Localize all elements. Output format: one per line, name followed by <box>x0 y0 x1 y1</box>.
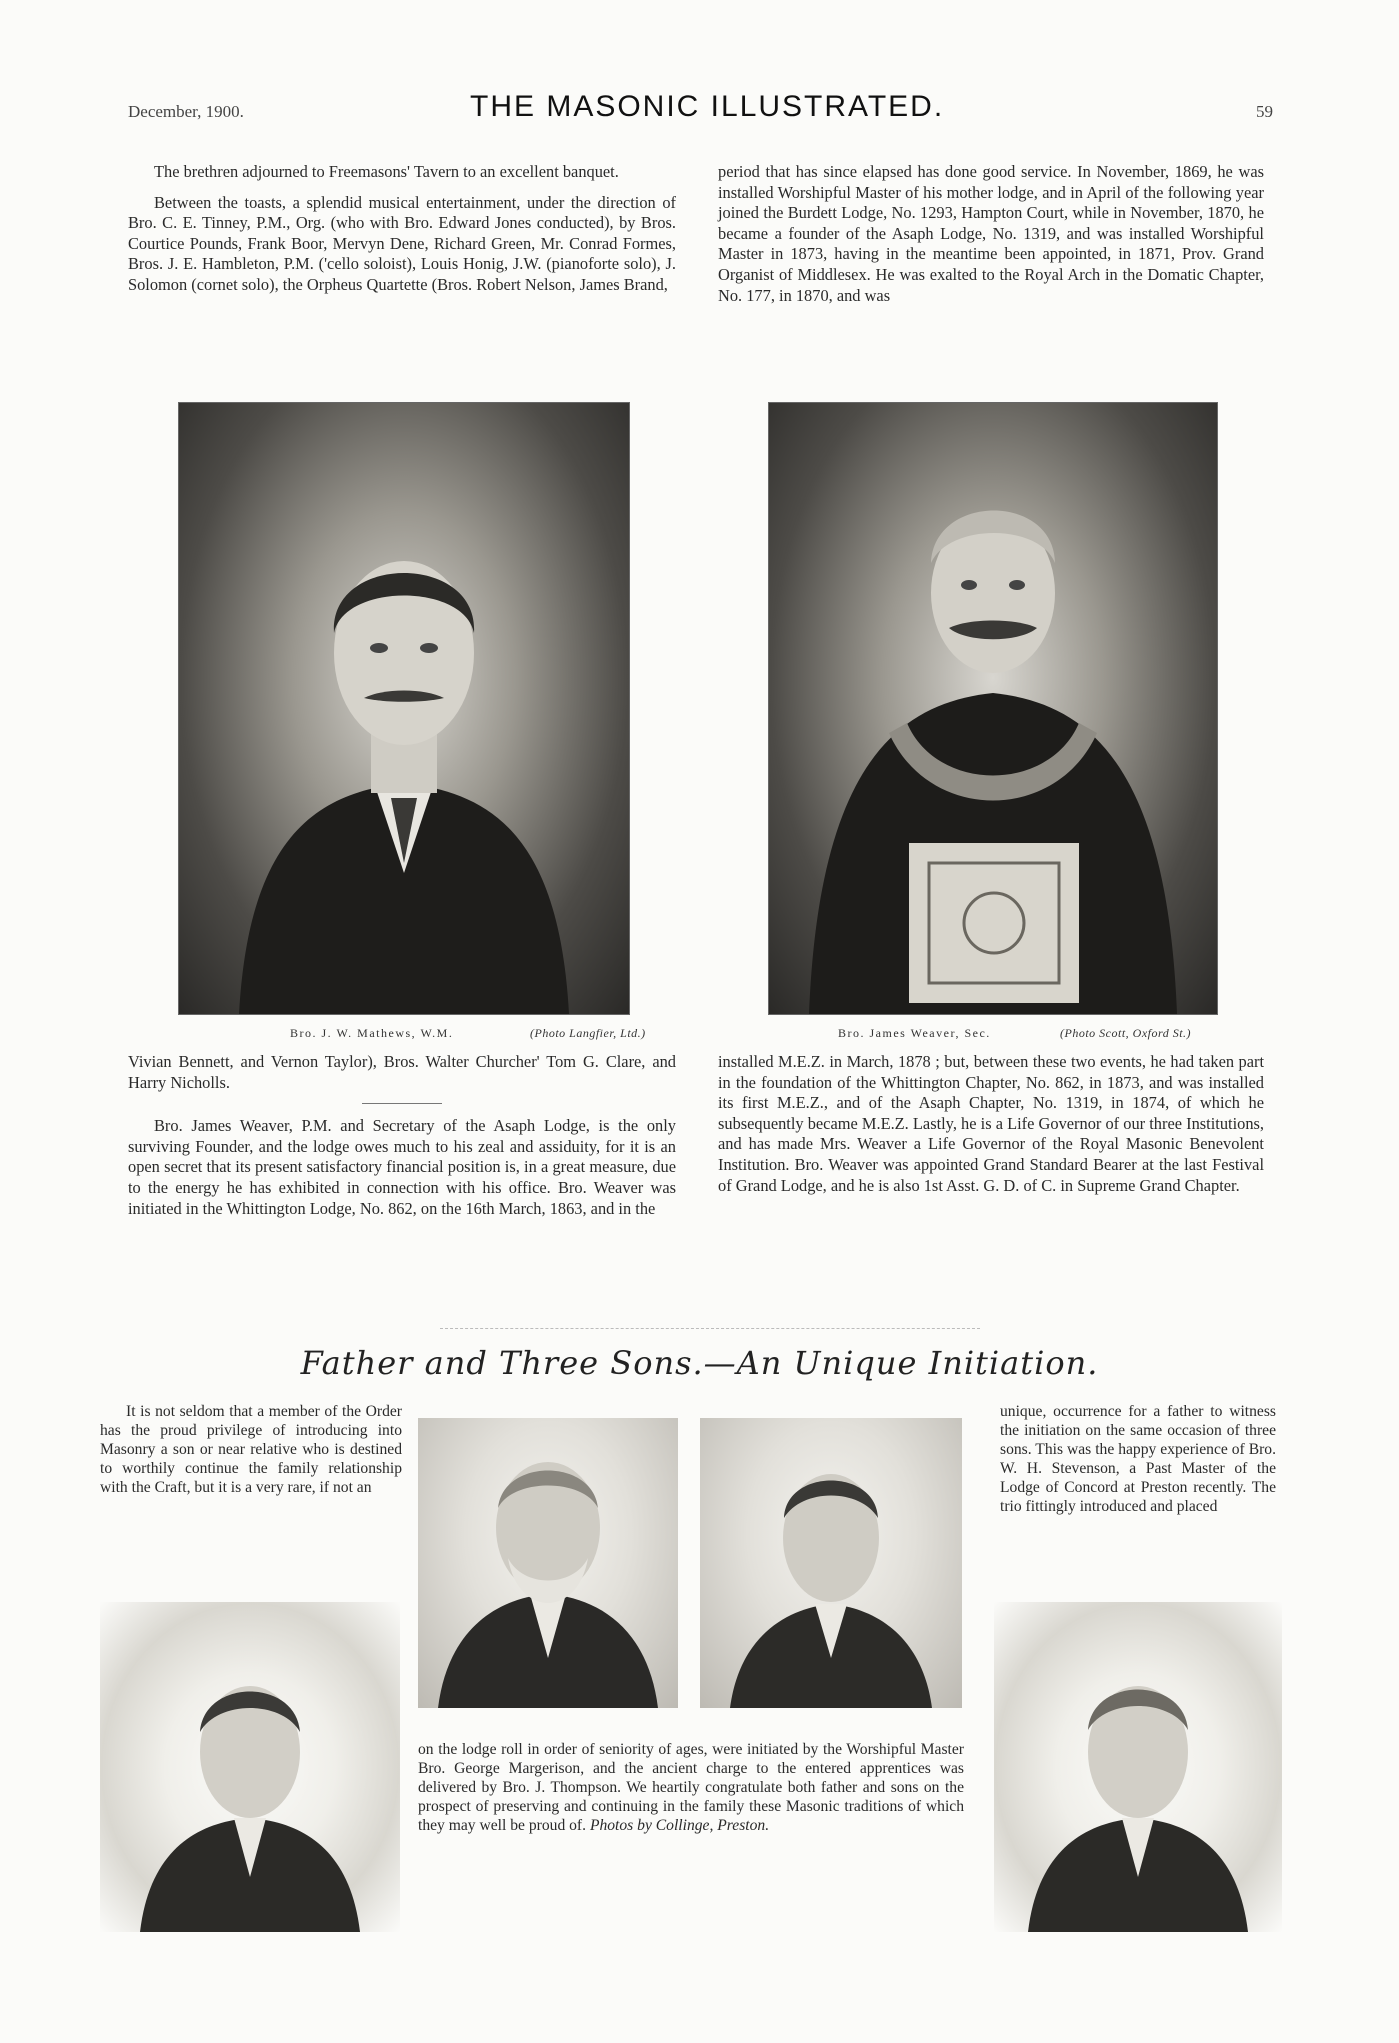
bottom-center-column <box>418 1740 964 1835</box>
paragraph-weaver-chapters: installed M.E.Z. in March, 1878 ; but, between these two events, he had taken part in the foundation of the Whittington Chapter, No. 862, in 1873, and was installed its first M.E.Z., and of the Asaph Chapter, No. 1319, in 1874, of which he subsequently became M.E.Z. Lastly, he is a Life Governor of our three Institutions, and has made Mrs. Weaver a Life Governor of the Royal Masonic Benevolent Institution. Bro. Weaver was appointed Grand Standard Bearer at the last Festival of Grand Lodge, and he is also 1st Asst. G. D. of C. in Supreme Grand Chapter. <box>718 1052 1264 1195</box>
bottom-right-column <box>1000 1402 1276 1526</box>
caption-weaver-name: Bro. James Weaver, Sec. <box>838 1026 991 1040</box>
section-divider <box>362 1103 442 1104</box>
caption-weaver-credit <box>1060 1026 1191 1041</box>
paragraph-weaver-intro: Bro. James Weaver, P.M. and Secretary of the Asaph Lodge, is the only surviving Founder, and the lodge owes much to his zeal and assiduity, for it is an open secret that its present satisfactory financial position is, in a great measure, due to the energy he has exhibited in connection with his office. Bro. Weaver was initiated in the Whittington Lodge, No. 862, on the 16th March, 1863, and in the <box>128 1116 676 1218</box>
mid-right-column <box>718 1052 1264 1206</box>
paragraph-initiation-details <box>418 1740 964 1835</box>
paragraph-weaver-career: period that has since elapsed has done good service. In November, 1869, he was installed Worshipful Master of his mother lodge, and in April of the following year joined the Burdett Lodge, No. 1293, Hampton Court, while in November, 1870, he became a founder of the Asaph Lodge, No. 1319, and was installed Worshipful Master in 1873, having in the meantime been appointed, in 1871, Prov. Grand Organist of Middlesex. He was exalted to the Royal Arch in the Domatic Chapter, No. 177, in 1870, and was <box>718 162 1264 305</box>
photo-credit-collinge: Photos by Collinge, Preston. <box>589 1817 770 1834</box>
portrait-son-right-figure <box>994 1602 1282 1932</box>
initiation-details-text: on the lodge roll in order of seniority of ages, were initiated by the Worshipful Master Bro. George Margerison, and the ancient charge to the entered apprentices was delivered by Bro. J. Thompson. We heartily congratulate both father and sons on the prospect of preserving and continuing in the family these Masonic traditions of which they may well be proud of. <box>418 1741 964 1834</box>
portrait-weaver <box>768 402 1218 1015</box>
portrait-son-eldest-figure <box>700 1418 962 1708</box>
caption-mathews-credit-text: (Photo Langfier, Ltd.) <box>530 1026 646 1040</box>
caption-mathews-credit <box>530 1026 646 1041</box>
caption-mathews-name: Bro. J. W. Mathews, W.M. <box>290 1026 454 1040</box>
portrait-mathews <box>178 402 630 1015</box>
article-headline: Father and Three Sons.—An Unique Initiation. <box>300 1344 1099 1382</box>
caption-weaver-credit-text: (Photo Scott, Oxford St.) <box>1060 1026 1192 1040</box>
paragraph-unique-initiation-continued: unique, occurrence for a father to witness the initiation on the same occasion of three sons. This was the happy experience of Bro. W. H. Stevenson, a Past Master of the Lodge of Concord at Preston recently. The trio fittingly introduced and placed <box>1000 1403 1276 1515</box>
portrait-weaver-figure <box>769 403 1217 1014</box>
portrait-son-eldest <box>700 1418 962 1708</box>
portrait-father-figure <box>418 1418 678 1708</box>
paragraph-banquet: The brethren adjourned to Freemasons' Tavern to an excellent banquet. <box>154 162 619 181</box>
portrait-son-left-figure <box>100 1602 400 1932</box>
portrait-son-right <box>994 1602 1282 1932</box>
portrait-father <box>418 1418 678 1708</box>
top-right-column <box>718 162 1264 316</box>
top-left-column <box>128 162 676 306</box>
publication-title: THE MASONIC ILLUSTRATED. <box>470 90 945 123</box>
bottom-left-column <box>100 1402 402 1507</box>
paragraph-entertainment: Between the toasts, a splendid musical entertainment, under the direction of Bro. C. E. Tinney, P.M., Org. (who with Bro. Edward Jones conducted), by Bros. Courtice Pounds, Frank Boor, Mervyn Dene, Richard Green, Mr. Conrad Formes, Bros. J. E. Hambleton, P.M. ('cello soloist), Louis Honig, J.W. (pianoforte solo), J. Solomon (cornet solo), the Orpheus Quartette (Bros. Robert Nelson, James Brand, <box>128 192 676 294</box>
paragraph-unique-initiation-start: It is not seldom that a member of the Order has the proud privilege of introducing into Masonry a son or near relative who is destined to worthily continue the family relationship with the Craft, but it is a very rare, if not an <box>100 1403 402 1496</box>
mid-left-column <box>128 1052 676 1229</box>
portrait-mathews-figure <box>179 403 629 1014</box>
dashed-divider <box>440 1328 980 1329</box>
paragraph-vivian-bennett: Vivian Bennett, and Vernon Taylor), Bros. Walter Churcher' Tom G. Clare, and Harry Nicholls. <box>128 1052 676 1092</box>
page-number: 59 <box>1256 102 1273 121</box>
portrait-son-left <box>100 1602 400 1932</box>
issue-date: December, 1900. <box>128 102 244 121</box>
